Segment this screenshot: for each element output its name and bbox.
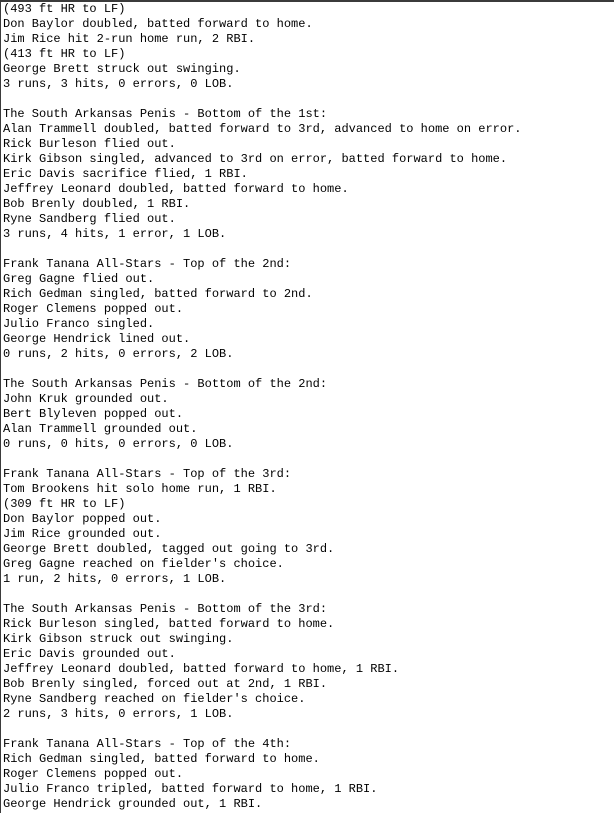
log-line: The South Arkansas Penis - Bottom of the 3rd:	[3, 602, 328, 616]
log-line: Eric Davis sacrifice flied, 1 RBI.	[3, 167, 248, 181]
log-line: Julio Franco tripled, batted forward to home, 1 RBI.	[3, 782, 378, 796]
log-line	[3, 92, 614, 107]
log-line: Rick Burleson flied out.	[3, 137, 176, 151]
log-line: 3 runs, 4 hits, 1 error, 1 LOB.	[3, 227, 227, 241]
log-line: (493 ft HR to LF)	[3, 2, 126, 16]
log-line: Jeffrey Leonard doubled, batted forward to home, 1 RBI.	[3, 662, 400, 676]
log-line: Bert Blyleven popped out.	[3, 407, 184, 421]
log-line: George Hendrick grounded out, 1 RBI.	[3, 797, 263, 811]
play-by-play-log	[1, 2, 614, 812]
log-line: Frank Tanana All-Stars - Top of the 3rd:	[3, 467, 292, 481]
log-line: George Hendrick lined out.	[3, 332, 191, 346]
log-line: Bob Brenly singled, forced out at 2nd, 1 RBI.	[3, 677, 328, 691]
log-line: Ryne Sandberg reached on fielder's choice.	[3, 692, 306, 706]
log-line	[3, 452, 614, 467]
log-line: Rick Burleson singled, batted forward to home.	[3, 617, 335, 631]
log-line: 0 runs, 0 hits, 0 errors, 0 LOB.	[3, 437, 234, 451]
log-line: Kirk Gibson struck out swinging.	[3, 632, 234, 646]
log-line: Frank Tanana All-Stars - Top of the 4th:	[3, 737, 292, 751]
log-line: Rich Gedman singled, batted forward to home.	[3, 752, 320, 766]
log-line: Bob Brenly doubled, 1 RBI.	[3, 197, 191, 211]
log-line: 1 run, 2 hits, 0 errors, 1 LOB.	[3, 572, 227, 586]
log-line: Kirk Gibson singled, advanced to 3rd on error, batted forward to home.	[3, 152, 508, 166]
log-line: Tom Brookens hit solo home run, 1 RBI.	[3, 482, 277, 496]
log-line: George Brett doubled, tagged out going to 3rd.	[3, 542, 335, 556]
log-line: Alan Trammell doubled, batted forward to 3rd, advanced to home on error.	[3, 122, 522, 136]
log-line: George Brett struck out swinging.	[3, 62, 241, 76]
log-line: The South Arkansas Penis - Bottom of the 2nd:	[3, 377, 328, 391]
log-line: (309 ft HR to LF)	[3, 497, 126, 511]
log-line	[3, 722, 614, 737]
log-line: (413 ft HR to LF)	[3, 47, 126, 61]
log-line: Jeffrey Leonard doubled, batted forward to home.	[3, 182, 349, 196]
log-line: Roger Clemens popped out.	[3, 767, 184, 781]
log-line: John Kruk grounded out.	[3, 392, 169, 406]
log-line: Eric Davis grounded out.	[3, 647, 176, 661]
log-line: Julio Franco singled.	[3, 317, 155, 331]
log-line: Greg Gagne reached on fielder's choice.	[3, 557, 284, 571]
log-line: Jim Rice grounded out.	[3, 527, 162, 541]
log-line: Greg Gagne flied out.	[3, 272, 155, 286]
log-line: Rich Gedman singled, batted forward to 2nd.	[3, 287, 313, 301]
log-line: Jim Rice hit 2-run home run, 2 RBI.	[3, 32, 256, 46]
log-line: Alan Trammell grounded out.	[3, 422, 198, 436]
log-line	[3, 362, 614, 377]
log-line: Don Baylor doubled, batted forward to home.	[3, 17, 313, 31]
log-line: 2 runs, 3 hits, 0 errors, 1 LOB.	[3, 707, 234, 721]
log-line	[3, 242, 614, 257]
log-line	[3, 587, 614, 602]
log-line: The South Arkansas Penis - Bottom of the 1st:	[3, 107, 328, 121]
log-line: 0 runs, 2 hits, 0 errors, 2 LOB.	[3, 347, 234, 361]
log-line: Don Baylor popped out.	[3, 512, 162, 526]
log-line: Frank Tanana All-Stars - Top of the 2nd:	[3, 257, 292, 271]
log-line: Ryne Sandberg flied out.	[3, 212, 176, 226]
log-line: Roger Clemens popped out.	[3, 302, 184, 316]
log-line: 3 runs, 3 hits, 0 errors, 0 LOB.	[3, 77, 234, 91]
